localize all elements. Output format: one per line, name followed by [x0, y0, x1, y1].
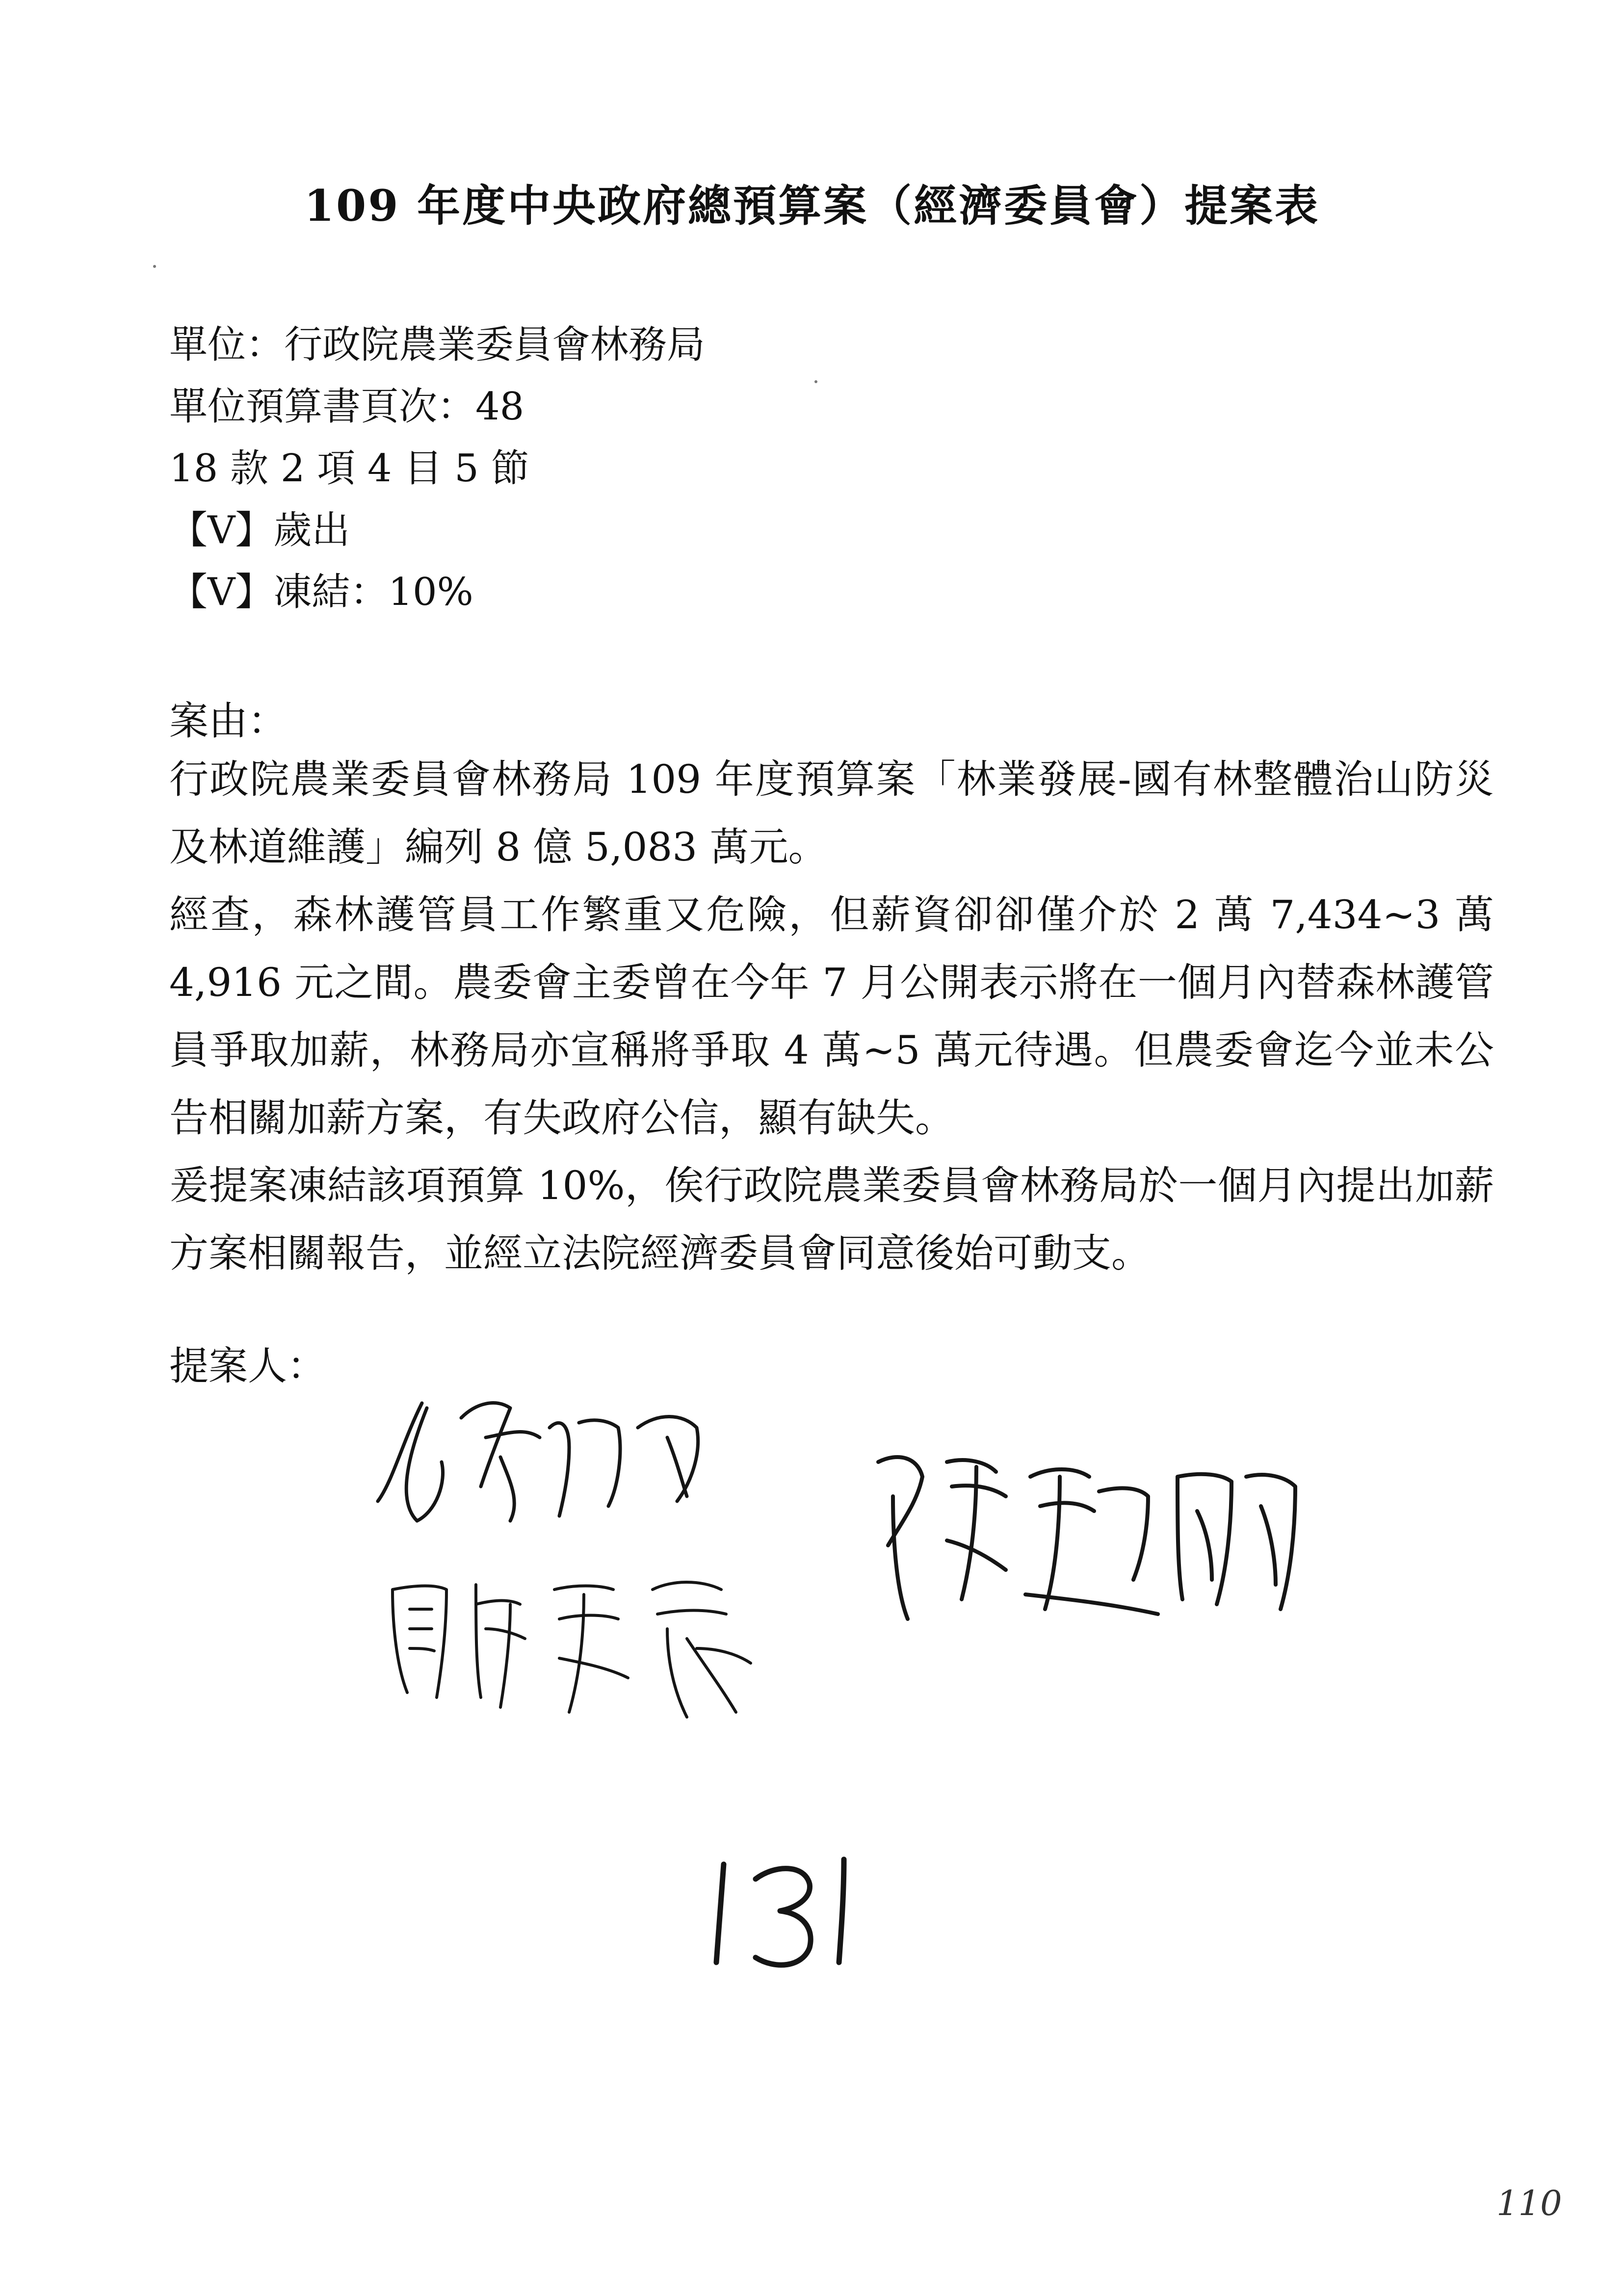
- item-code-line: 18 款 2 項 4 目 5 節: [169, 446, 529, 491]
- scan-speck: [153, 265, 156, 268]
- unit-line: 單位：行政院農業委員會林務局: [169, 323, 706, 367]
- case-paragraph-2: 經查，森林護管員工作繁重又危險，但薪資卻卻僅介於 2 萬 7,434~3 萬 4,916 元之間。農委會主委曾在今年 7 月公開表示將在一個月內替森林護管員爭取加薪，林務局亦宣稱將爭取 4 萬~5 萬元待遇。但農委會迄今並未公告相關加薪方案，有失政府公信，顯有缺失。: [169, 892, 1494, 1141]
- case-body: [169, 746, 1494, 1287]
- case-paragraph-1: 行政院農業委員會林務局 109 年度預算案「林業發展-國有林整體治山防災及林道維護」編列 8 億 5,083 萬元。: [169, 757, 1494, 870]
- proposer-label: 提案人：: [169, 1343, 326, 1389]
- document-title: 109 年度中央政府總預算案（經濟委員會）提案表: [304, 180, 1320, 231]
- handwritten-number-131: [697, 1845, 893, 1982]
- scan-speck: [814, 380, 817, 383]
- budget-page-line: 單位預算書頁次：48: [169, 385, 524, 429]
- document-meta: [169, 314, 705, 623]
- case-label: 案由：: [169, 698, 287, 744]
- page-number: 110: [1496, 2183, 1562, 2223]
- signature-zhou-haoxiuxia: [363, 1374, 805, 1727]
- case-paragraph-3: 爰提案凍結該項預算 10%，俟行政院農業委員會林務局於一個月內提出加薪方案相關報告，並經立法院經濟委員會同意後始可動支。: [169, 1163, 1494, 1276]
- signature-chen-chaoming: [864, 1433, 1305, 1639]
- freeze-checkbox-line: 【V】凍結：10%: [169, 570, 473, 614]
- expenditure-checkbox-line: 【V】歲出: [169, 508, 350, 552]
